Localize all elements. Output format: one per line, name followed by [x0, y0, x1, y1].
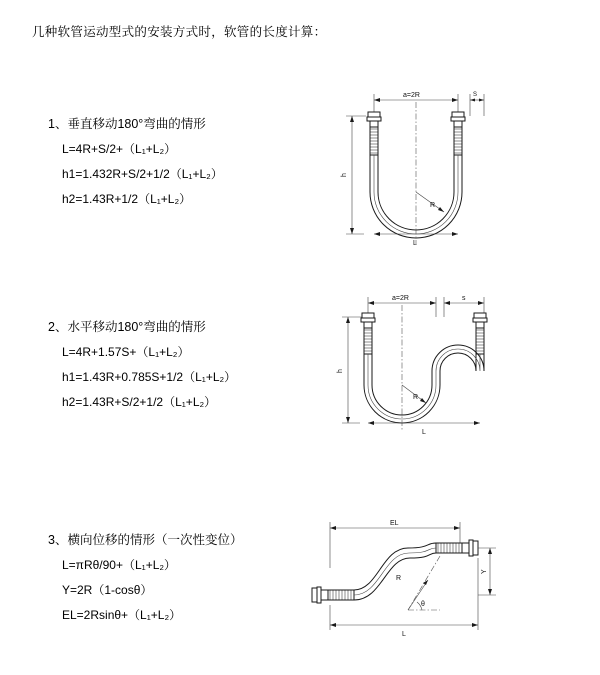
- section-3-title-line: [48, 528, 242, 553]
- section-2-title-line: [48, 315, 236, 340]
- dim-L: [368, 421, 480, 436]
- dim-Y: [478, 548, 496, 595]
- section-2-drawing: [318, 285, 518, 445]
- svg-text:R: R: [430, 202, 436, 209]
- section-2-title: 水平移动180°弯曲的情形: [67, 320, 206, 334]
- hose-s-curve: [354, 543, 436, 600]
- section-1-text: [48, 112, 223, 212]
- dim-S: [470, 92, 484, 116]
- dim-h: [337, 317, 362, 423]
- page-title: 几种软管运动型式的安装方式时，软管的长度计算：: [32, 25, 327, 39]
- svg-text:θ: θ: [421, 601, 425, 608]
- right-flange-assembly: [451, 112, 465, 155]
- section-1-formula-1: L=4R+S/2+（L₁+L₂）: [62, 142, 177, 156]
- section-3-text: [48, 528, 242, 628]
- dim-L: [374, 232, 458, 247]
- section-2-formula-3: h2=1.43R+S/2+1/2（L₁+L₂）: [62, 395, 217, 409]
- section-1-drawing: [318, 82, 518, 262]
- section-1-title: 垂直移动180°弯曲的情形: [67, 117, 206, 131]
- section-2-text: [48, 315, 236, 415]
- dim-R-theta: [396, 556, 440, 610]
- svg-text:EL: EL: [390, 520, 399, 527]
- svg-text:h: h: [337, 369, 344, 373]
- svg-text:a=2R: a=2R: [403, 92, 420, 99]
- section-2-formula-2: h1=1.43R+0.785S+1/2（L₁+L₂）: [62, 370, 237, 384]
- lateral-offset-diagram: [300, 510, 510, 640]
- left-flange-assembly: [361, 313, 375, 354]
- section-3-formula-3: EL=2Rsinθ+（L₁+L₂）: [62, 608, 182, 622]
- section-3-index: 3、: [48, 533, 68, 547]
- section-3-drawing: [300, 510, 510, 640]
- left-flange-assembly: [312, 587, 354, 603]
- svg-text:Y: Y: [481, 569, 488, 574]
- right-flange-assembly: [436, 540, 478, 556]
- left-flange-assembly: [367, 112, 381, 155]
- section-1-index: 1、: [48, 117, 68, 131]
- svg-text:L: L: [402, 631, 406, 638]
- section-3-formula-1: L=πRθ/90+（L₁+L₂）: [62, 558, 177, 572]
- section-1-title-line: [48, 112, 223, 137]
- section-3-formula-2: Y=2R（1-cosθ）: [62, 583, 153, 597]
- section-2-index: 2、: [48, 320, 68, 334]
- svg-text:R: R: [413, 394, 419, 401]
- dim-h: [341, 116, 366, 234]
- svg-text:s: s: [462, 295, 466, 302]
- vertical-180-bend-diagram: [318, 82, 518, 262]
- hose-loop: [364, 345, 484, 423]
- section-1-formula-2: h1=1.432R+S/2+1/2（L₁+L₂）: [62, 167, 223, 181]
- dim-R: [416, 192, 444, 212]
- svg-text:S: S: [473, 92, 478, 98]
- section-2-formula-1: L=4R+1.57S+（L₁+L₂）: [62, 345, 190, 359]
- right-flange-assembly: [473, 313, 487, 354]
- section-3-title: 横向位移的情形（一次性变位）: [67, 533, 243, 547]
- svg-text:L: L: [422, 429, 426, 436]
- svg-text:a=2R: a=2R: [392, 295, 409, 302]
- section-1-formula-3: h2=1.43R+1/2（L₁+L₂）: [62, 192, 192, 206]
- svg-text:L: L: [413, 240, 417, 247]
- svg-text:R: R: [396, 575, 402, 582]
- svg-text:h: h: [341, 173, 348, 177]
- horizontal-180-bend-diagram: [318, 285, 518, 445]
- dim-R: [402, 385, 426, 403]
